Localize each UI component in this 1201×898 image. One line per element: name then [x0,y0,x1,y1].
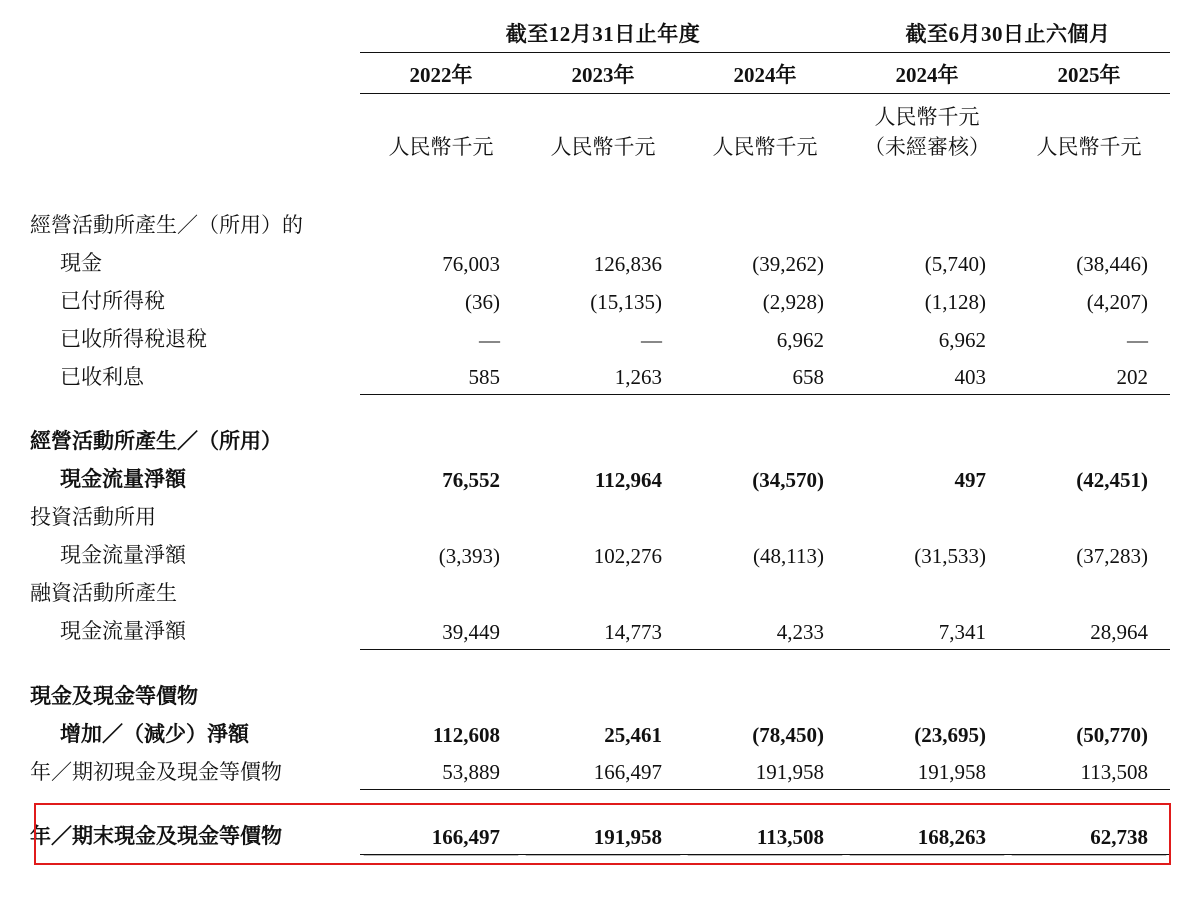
row-value [846,573,1008,611]
row-value [522,573,684,611]
header-unit-5: 人民幣千元 [1036,135,1142,160]
row-value: 658 [684,357,846,395]
row-label: 投資活動所用 [30,505,156,530]
row-value: 191,958 [684,752,846,790]
row-value [684,421,846,459]
row-value: — [641,327,662,352]
table-row-total [30,816,1170,854]
table-row [30,611,1170,649]
row-value: — [1127,327,1149,352]
row-value: 53,889 [360,752,522,790]
header-period-row [30,53,1170,94]
row-label: 經營活動所產生／（所用）的 [30,212,303,237]
row-value: (36) [465,289,500,314]
row-value: 166,497 [522,752,684,790]
header-blank-cell-2 [30,94,360,163]
header-unit-4 [846,94,1008,163]
header-group-interim: 截至6月30日止六個月 [846,18,1170,53]
table-row [30,459,1170,497]
header-body-spacer [30,163,1170,205]
row-value: 4,233 [684,611,846,649]
table-row [30,573,1170,611]
row-value: (42,451) [1076,468,1149,493]
row-value [522,676,684,714]
document-page [0,18,1201,898]
header-unit-row [30,94,1170,163]
section-gap [30,395,1170,422]
row-value [1008,205,1170,243]
row-value: 191,958 [846,752,1008,790]
row-value [360,205,522,243]
table-row [30,676,1170,714]
header-unit-3: 人民幣千元 [712,135,818,160]
header-unit-1: 人民幣千元 [388,135,494,160]
row-label: 年／期初現金及現金等價物 [30,759,282,784]
row-value [522,421,684,459]
header-group-annual: 截至12月31日止年度 [360,18,846,53]
row-value: 76,552 [442,468,500,493]
table-row [30,243,1170,281]
header-period-2024-interim: 2024年 [846,53,1008,94]
row-value: 112,964 [594,468,662,493]
header-period-2022: 2022年 [360,53,522,94]
row-value: 6,962 [776,327,825,352]
row-label: 現金流量淨額 [60,543,186,568]
row-value: 6,962 [938,327,987,352]
row-value: 62,738 [1008,816,1170,854]
row-value [360,421,522,459]
row-label: 增加／（減少）淨額 [60,721,249,746]
row-value [360,573,522,611]
section-gap [30,649,1170,676]
row-value: 113,508 [684,816,846,854]
row-value [684,497,846,535]
row-value: (31,533) [914,544,987,569]
row-value: 1,263 [522,357,684,395]
table-row [30,714,1170,752]
table-row [30,497,1170,535]
row-value: (23,695) [914,722,987,747]
header-group-row [30,18,1170,53]
header-blank-cell [30,53,360,94]
row-value: (3,393) [438,544,500,569]
page-left-edge [0,18,3,898]
row-value: (50,770) [1076,722,1149,747]
row-value: — [479,327,500,352]
row-value [1008,421,1170,459]
row-value: 497 [954,468,987,493]
row-value: (48,113) [753,544,825,569]
row-value: 112,608 [432,722,500,747]
row-label: 現金及現金等價物 [30,683,198,708]
row-value: 76,003 [442,251,500,276]
table-row [30,319,1170,357]
table-row [30,752,1170,790]
row-value [684,676,846,714]
row-value [360,497,522,535]
row-label: 現金流量淨額 [60,467,186,492]
row-value [1008,573,1170,611]
row-value: (2,928) [762,289,825,314]
row-value [1008,497,1170,535]
row-value [846,676,1008,714]
row-value: (1,128) [924,289,987,314]
row-value: (15,135) [590,289,662,314]
header-period-2025-interim: 2025年 [1008,53,1170,94]
row-label: 經營活動所產生／（所用） [30,429,282,454]
row-value: 39,449 [360,611,522,649]
table-row [30,535,1170,573]
cash-flow-table [30,18,1170,855]
row-value: (5,740) [924,251,987,276]
row-value [360,676,522,714]
row-value: (37,283) [1076,544,1149,569]
row-value: 7,341 [846,611,1008,649]
row-value [846,497,1008,535]
header-unit-2: 人民幣千元 [550,135,656,160]
row-value [684,205,846,243]
row-value [846,421,1008,459]
header-unit-4-text: 人民幣千元 [874,105,980,129]
row-value [522,205,684,243]
row-label: 現金 [60,250,102,275]
row-label: 融資活動所產生 [30,581,177,606]
table-row [30,357,1170,395]
row-label: 現金流量淨額 [60,619,186,644]
row-value [684,573,846,611]
row-value: 28,964 [1008,611,1170,649]
table-row [30,281,1170,319]
row-label: 已收所得稅退稅 [60,326,207,351]
header-period-2024: 2024年 [684,53,846,94]
row-label: 年／期末現金及現金等價物 [30,824,282,849]
row-value: (4,207) [1086,289,1149,314]
row-value: 585 [360,357,522,395]
header-unaudited-note: （未經審核） [864,135,991,160]
row-label: 已收利息 [60,364,144,389]
row-value: 14,773 [522,611,684,649]
row-value [522,497,684,535]
row-value: 126,836 [593,251,662,276]
table-row [30,205,1170,243]
row-value: 202 [1008,357,1170,395]
table-row [30,421,1170,459]
row-value: 166,497 [360,816,522,854]
row-value: 102,276 [593,544,662,569]
row-value [1008,676,1170,714]
row-value: 191,958 [522,816,684,854]
row-value: (78,450) [752,722,825,747]
row-value: (38,446) [1076,251,1149,276]
row-value: (34,570) [752,468,825,493]
row-value: 25,461 [604,722,662,747]
row-label: 已付所得稅 [60,288,165,313]
row-value: (39,262) [752,251,825,276]
header-period-2023: 2023年 [522,53,684,94]
row-value [846,205,1008,243]
row-value: 113,508 [1008,752,1170,790]
row-value: 168,263 [846,816,1008,854]
row-value: 403 [846,357,1008,395]
header-corner-cell [30,18,360,53]
section-gap [30,790,1170,817]
